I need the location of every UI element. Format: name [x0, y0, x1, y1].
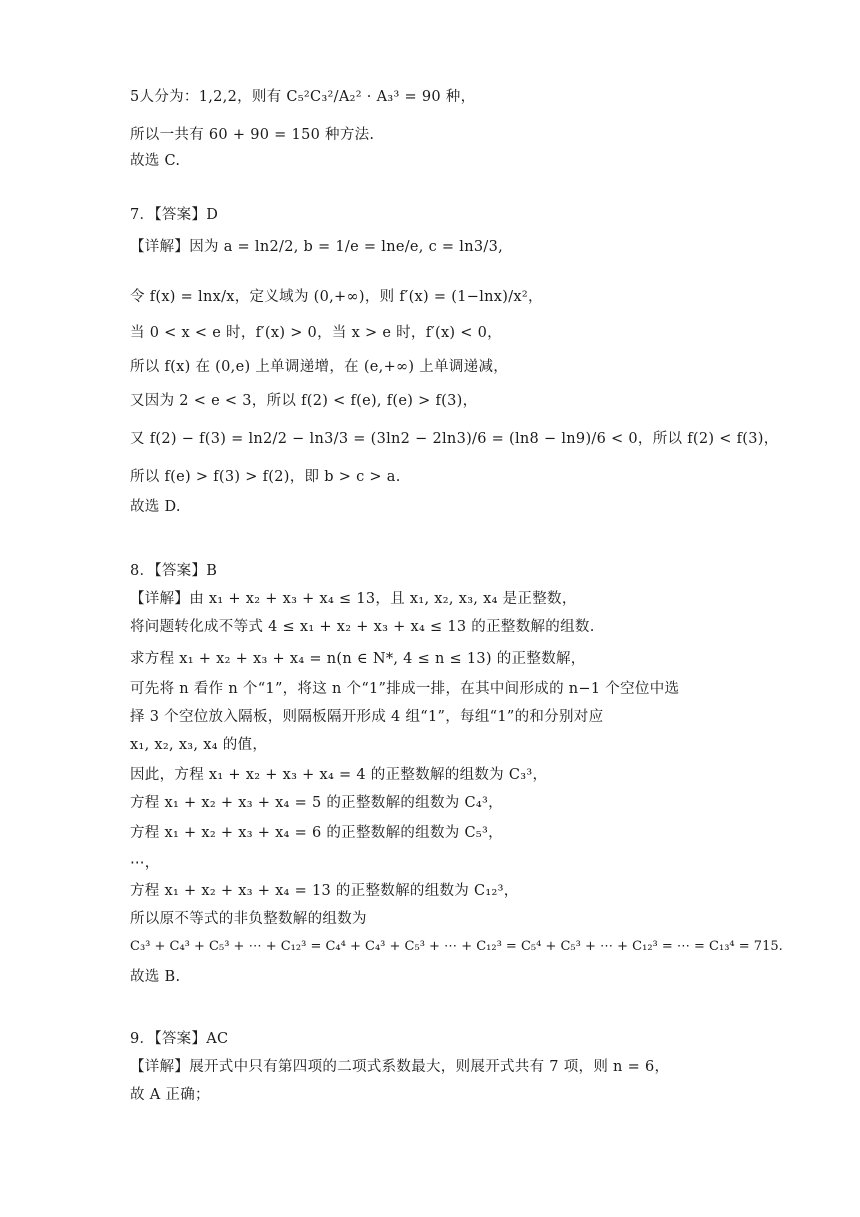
text-line: 【详解】由 x₁ + x₂ + x₃ + x₄ ≤ 13，且 x₁, x₂, x₃, x₄ 是正整数， — [130, 591, 577, 607]
text-line: 【详解】展开式中只有第四项的二项式系数最大，则展开式共有 7 项，则 n = 6， — [130, 1059, 670, 1075]
text-line: 又 f(2) − f(3) = ln2/2 − ln3/3 = (3ln2 − 2ln3)/6 = (ln8 − ln9)/6 < 0，所以 f(2) < f(3)， — [130, 431, 779, 447]
text-line: 方程 x₁ + x₂ + x₃ + x₄ = 5 的正整数解的组数为 C₄³， — [130, 795, 503, 811]
answer-heading-7: 7．【答案】D — [130, 207, 219, 223]
text-line: 【详解】因为 a = ln2/2, b = 1/e = lne/e, c = ln3/3, — [130, 239, 504, 255]
text-line: 故 A 正确； — [130, 1087, 210, 1103]
text-line: 故选 B. — [130, 969, 181, 985]
text-line: 所以一共有 60 + 90 = 150 种方法. — [130, 127, 375, 143]
answer-heading-8: 8．【答案】B — [130, 563, 218, 579]
text-line: 故选 C. — [130, 153, 181, 169]
answer-heading-9: 9．【答案】AC — [130, 1031, 229, 1047]
text-line: 令 f(x) = lnx/x，定义域为 (0,+∞)，则 f′(x) = (1−lnx)/x²， — [130, 289, 543, 305]
text-line: 方程 x₁ + x₂ + x₃ + x₄ = 13 的正整数解的组数为 C₁₂³， — [130, 883, 519, 899]
text-line: 又因为 2 < e < 3，所以 f(2) < f(e), f(e) > f(3)， — [130, 393, 478, 409]
text-line: 所以 f(e) > f(3) > f(2)，即 b > c > a. — [130, 469, 401, 485]
text-line: 将问题转化成不等式 4 ≤ x₁ + x₂ + x₃ + x₄ ≤ 13 的正整数解的组数. — [130, 619, 595, 635]
text-line: 所以原不等式的非负整数解的组数为 — [130, 911, 367, 927]
text-line: ⋯， — [130, 855, 160, 871]
text-line: x₁, x₂, x₃, x₄ 的值， — [130, 737, 268, 753]
text-line: 择 3 个空位放入隔板，则隔板隔开形成 4 组“1”，每组“1”的和分别对应 — [130, 709, 604, 725]
text-line: 当 0 < x < e 时，f′(x) > 0，当 x > e 时，f′(x) < 0， — [130, 325, 502, 341]
text-line: 故选 D. — [130, 499, 181, 515]
text-line: C₃³ + C₄³ + C₅³ + ⋯ + C₁₂³ = C₄⁴ + C₄³ + C₅³ + ⋯ + C₁₂³ = C₅⁴ + C₅³ + ⋯ + C₁₂³ = ⋯ = C₁₃⁴ = 715. — [130, 939, 783, 954]
text-line: 方程 x₁ + x₂ + x₃ + x₄ = 6 的正整数解的组数为 C₅³， — [130, 825, 503, 841]
text-line: 所以 f(x) 在 (0,e) 上单调递增，在 (e,+∞) 上单调递减， — [130, 359, 509, 375]
text-line: 求方程 x₁ + x₂ + x₃ + x₄ = n(n ∈ N*, 4 ≤ n ≤ 13) 的正整数解， — [130, 651, 586, 667]
text-line: 可先将 n 看作 n 个“1”，将这 n 个“1”排成一排，在其中间形成的 n−1 个空位中选 — [130, 681, 680, 697]
text-line: 因此，方程 x₁ + x₂ + x₃ + x₄ = 4 的正整数解的组数为 C₃³， — [130, 767, 548, 783]
text-line: 5人分为：1,2,2，则有 C₅²C₃²/A₂² · A₃³ = 90 种， — [130, 89, 476, 105]
